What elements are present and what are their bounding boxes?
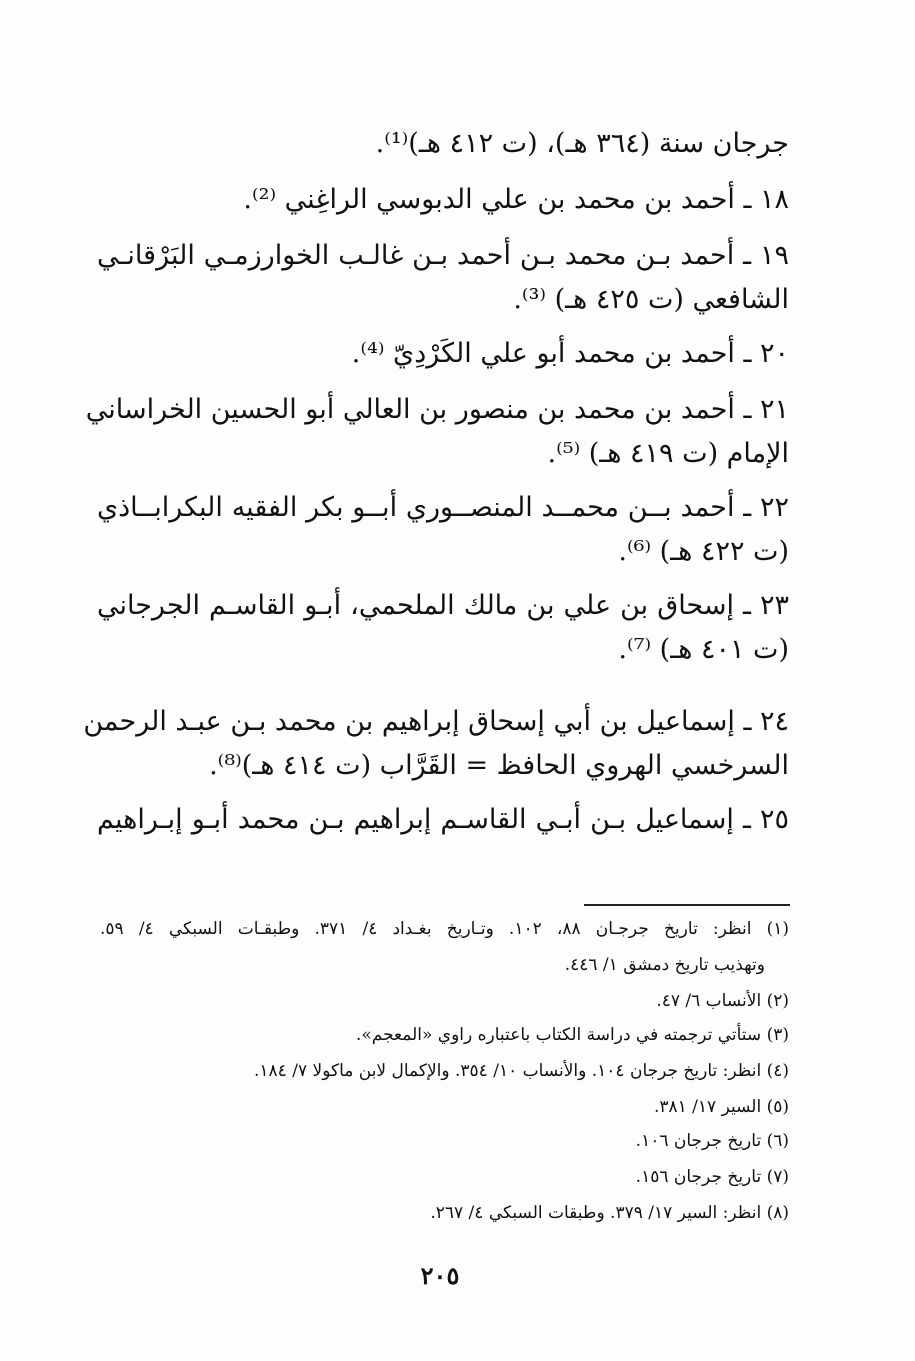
body-line: ٢٠ ـ أحمد بن محمد أبو علي الكَرْدِيّ ⁽⁴⁾. bbox=[351, 338, 789, 369]
footnote-line: (٢) الأنساب ٦/ ٤٧. bbox=[656, 991, 789, 1011]
body-line: ٢٤ ـ إسماعيل بن أبي إسحاق إبراهيم بن محمد بـن عبـد الرحمن bbox=[83, 706, 789, 737]
footnote-line: (١) انظر: تاريخ جرجـان ٨٨، ١٠٢. وتـاريخ بغـداد ٤/ ٣٧١. وطبقـات السبكي ٤/ ٥٩. bbox=[100, 919, 790, 939]
footnote-line: (٥) السير ١٧/ ٣٨١. bbox=[653, 1097, 789, 1117]
body-line: ٢٢ ـ أحمد بــن محمــد المنصــوري أبــو بكر الفقيه البكرابــاذي bbox=[97, 492, 789, 523]
body-line: السرخسي الهروي الحافظ = القَرَّاب (ت ٤١٤ هـ)⁽⁸⁾. bbox=[209, 750, 789, 781]
footnote-line: وتهذيب تاريخ دمشق ١/ ٤٤٦. bbox=[564, 955, 765, 975]
body-line: (ت ٤٠١ هـ) ⁽⁷⁾. bbox=[618, 634, 789, 665]
body-line: ٢٣ ـ إسحاق بن علي بن مالك الملحمي، أبـو القاسـم الجرجاني bbox=[97, 590, 789, 621]
footnote-line: (٤) انظر: تاريخ جرجان ١٠٤. والأنساب ١٠/ ٣٥٤. والإكمال لابن ماكولا ٧/ ١٨٤. bbox=[254, 1061, 789, 1081]
body-line: جرجان سنة (٣٦٤ هـ)، (ت ٤١٢ هـ)⁽¹⁾. bbox=[375, 128, 789, 159]
page-number: ٢٠٥ bbox=[420, 1261, 460, 1290]
body-line: ٢٥ ـ إسماعيل بـن أبـي القاسـم إبراهيم بـن محمد أبـو إبـراهيم bbox=[97, 804, 789, 835]
footnote-line: (٦) تاريخ جرجان ١٠٦. bbox=[635, 1131, 789, 1151]
footnote-line: (٧) تاريخ جرجان ١٥٦. bbox=[635, 1167, 789, 1187]
body-line: الإمام (ت ٤١٩ هـ) ⁽⁵⁾. bbox=[547, 438, 789, 469]
body-line: (ت ٤٢٢ هـ) ⁽⁶⁾. bbox=[618, 536, 789, 567]
body-line: الشافعي (ت ٤٢٥ هـ) ⁽³⁾. bbox=[513, 284, 789, 315]
footnote-line: (٣) ستأتي ترجمته في دراسة الكتاب باعتباره راوي «المعجم». bbox=[355, 1025, 789, 1045]
body-line: ٢١ ـ أحمد بن محمد بن منصور بن العالي أبو الحسين الخراساني bbox=[85, 394, 789, 425]
body-line: ١٩ ـ أحمد بـن محمد بـن أحمد بـن غالـب الخوارزمـي البَرْقانـي bbox=[97, 240, 789, 271]
body-line: ١٨ ـ أحمد بن محمد بن علي الدبوسي الراغِني ⁽²⁾. bbox=[243, 184, 789, 215]
footnote-separator bbox=[584, 904, 790, 906]
footnote-line: (٨) انظر: السير ١٧/ ٣٧٩. وطبقات السبكي ٤/ ٢٦٧. bbox=[430, 1203, 789, 1223]
